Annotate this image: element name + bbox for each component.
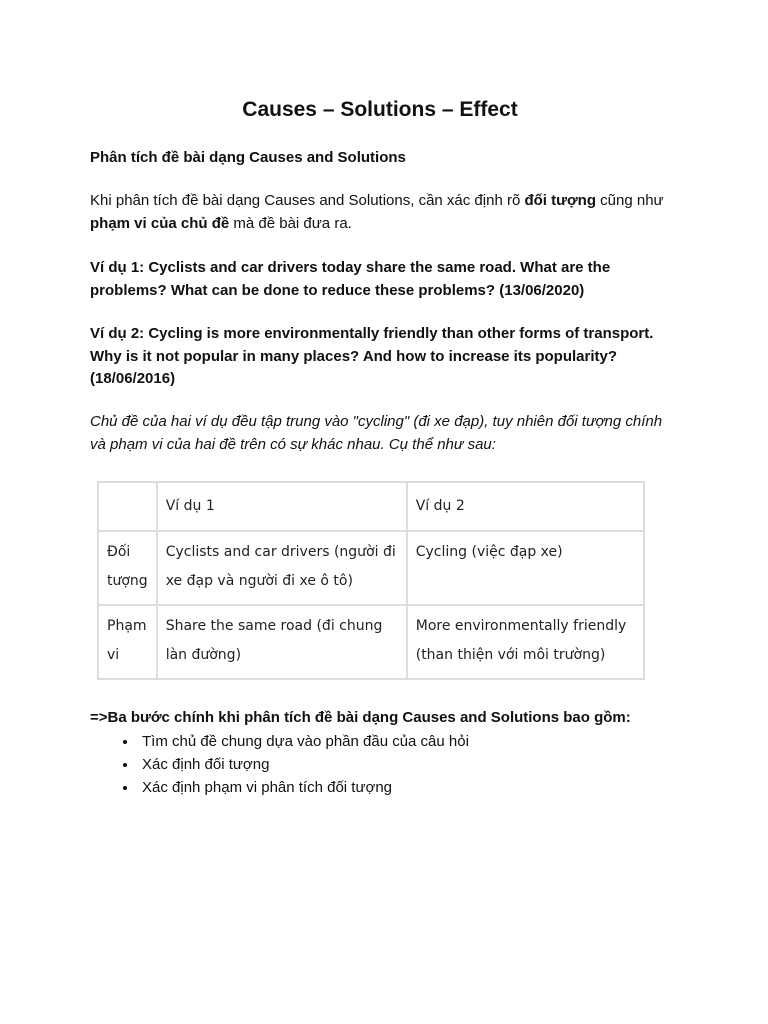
list-item: • Tìm chủ đề chung dựa vào phần đầu của câu hỏi (138, 730, 469, 753)
table-row (98, 605, 644, 679)
intro-text-2: cũng như (595, 192, 664, 209)
table-cell: Phạm vi (98, 605, 157, 679)
example-1: Ví dụ 1: Cyclists and car drivers today share the same road. What are the problems? What can be done to reduce these problems? (13/06/2020) (90, 259, 611, 299)
table-cell: Đối tượng (98, 531, 157, 605)
table-header-row (98, 482, 644, 531)
table-cell: Cyclists and car drivers (người đi xe đạp và người đi xe ô tô) (157, 531, 407, 605)
list-item: • Xác định đối tượng (138, 753, 469, 776)
intro-paragraph (90, 190, 680, 235)
table-header-cell (98, 482, 157, 531)
intro-bold-scope: phạm vi của chủ đề (90, 214, 230, 232)
table-cell: Cycling (việc đạp xe) (407, 531, 644, 605)
intro-text-3: mà đề bài đưa ra. (229, 214, 352, 232)
document-title: Causes – Solutions – Effect (242, 98, 518, 121)
steps-heading: =>Ba bước chính khi phân tích đề bài dạng Causes and Solutions bao gồm: (90, 709, 631, 726)
example-2: Ví dụ 2: Cycling is more environmentally friendly than other forms of transport. Why is it not popular in many places? And how to increase its popularity? (18/06/2016) (90, 325, 654, 387)
intro-bold-object: đối tượng (524, 192, 596, 209)
table-header-cell: Ví dụ 2 (407, 482, 644, 531)
table-header-cell: Ví dụ 1 (157, 482, 407, 531)
table-cell: More environmentally friendly (than thiện với môi trường) (407, 605, 644, 679)
comparison-table (97, 481, 645, 680)
table-cell: Share the same road (đi chung làn đường) (157, 605, 407, 679)
list-item: • Xác định phạm vi phân tích đối tượng (138, 776, 469, 799)
analysis-heading: Phân tích đề bài dạng Causes and Solutions (90, 149, 406, 166)
intro-text-1: Khi phân tích đề bài dạng Causes and Solutions, cần xác định rõ (90, 192, 525, 209)
table-row (98, 531, 644, 605)
comparison-note: Chủ đề của hai ví dụ đều tập trung vào "cycling" (đi xe đạp), tuy nhiên đối tượng chính và phạm vi của hai đề trên có sự khác nhau. Cụ thể như sau: (90, 413, 663, 453)
steps-list (110, 730, 469, 799)
